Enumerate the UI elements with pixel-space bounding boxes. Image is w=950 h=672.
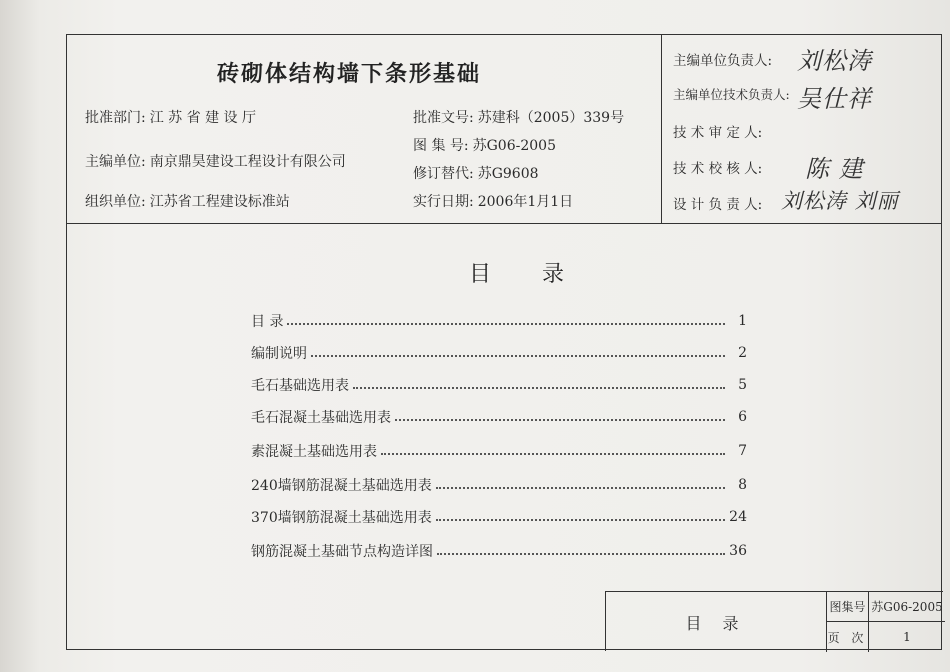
tech-approver-label: 技 术 审 定 人: xyxy=(673,125,763,141)
title-block-caption: 目 录 xyxy=(685,613,747,633)
page-label: 页 次 xyxy=(827,622,869,652)
chief-unit-tech-head-label: 主编单位技术负责人: xyxy=(673,87,790,102)
effective-date: 实行日期: 2006年1月1日 xyxy=(413,194,574,210)
toc-item[interactable]: 编制说明 2 xyxy=(251,345,747,362)
toc-title: 目 录 xyxy=(469,262,586,287)
toc-item[interactable]: 毛石混凝土基础选用表 6 xyxy=(251,409,747,426)
organizer: 组织单位: 江苏省工程建设标准站 xyxy=(85,194,290,210)
header-vertical-divider xyxy=(661,35,662,223)
chief-unit-head-label: 主编单位负责人: xyxy=(673,53,773,69)
atlas-number-label: 图集号 xyxy=(827,592,869,622)
toc-item[interactable]: 目 录 1 xyxy=(251,313,747,330)
design-lead-label: 设 计 负 责 人: xyxy=(673,197,763,213)
signature-chief-unit-head: 刘松涛 xyxy=(797,47,872,75)
sheet-frame xyxy=(66,34,942,650)
toc-item[interactable]: 毛石基础选用表 5 xyxy=(251,377,747,394)
atlas-title: 砖砌体结构墙下条形基础 xyxy=(217,61,482,87)
signature-chief-unit-tech-head: 吴仕祥 xyxy=(797,85,872,113)
chief-editor: 主编单位: 南京鼎昊建设工程设计有限公司 xyxy=(85,154,346,170)
header-divider xyxy=(67,223,941,224)
tech-checker-label: 技 术 校 核 人: xyxy=(673,161,763,177)
title-block-grid xyxy=(826,592,944,652)
replaces: 修订替代: 苏G9608 xyxy=(413,166,539,182)
signature-design-lead: 刘松涛 刘丽 xyxy=(781,189,899,213)
page-number-value: 1 xyxy=(903,630,911,644)
atlas-number-value: 苏G06-2005 xyxy=(869,592,945,622)
signature-tech-checker: 陈 建 xyxy=(805,155,864,183)
title-block xyxy=(605,591,943,651)
toc-item[interactable]: 素混凝土基础选用表 7 xyxy=(251,443,747,460)
toc-item[interactable]: 240墙钢筋混凝土基础选用表 8 xyxy=(251,477,747,494)
toc-item[interactable]: 钢筋混凝土基础节点构造详图 36 xyxy=(251,543,747,560)
toc-item[interactable]: 370墙钢筋混凝土基础选用表 24 xyxy=(251,509,747,526)
approving-dept: 批准部门: 江 苏 省 建 设 厅 xyxy=(85,110,256,126)
atlas-number: 图 集 号: 苏G06-2005 xyxy=(413,138,556,154)
approval-doc: 批准文号: 苏建科（2005）339号 xyxy=(413,110,625,126)
